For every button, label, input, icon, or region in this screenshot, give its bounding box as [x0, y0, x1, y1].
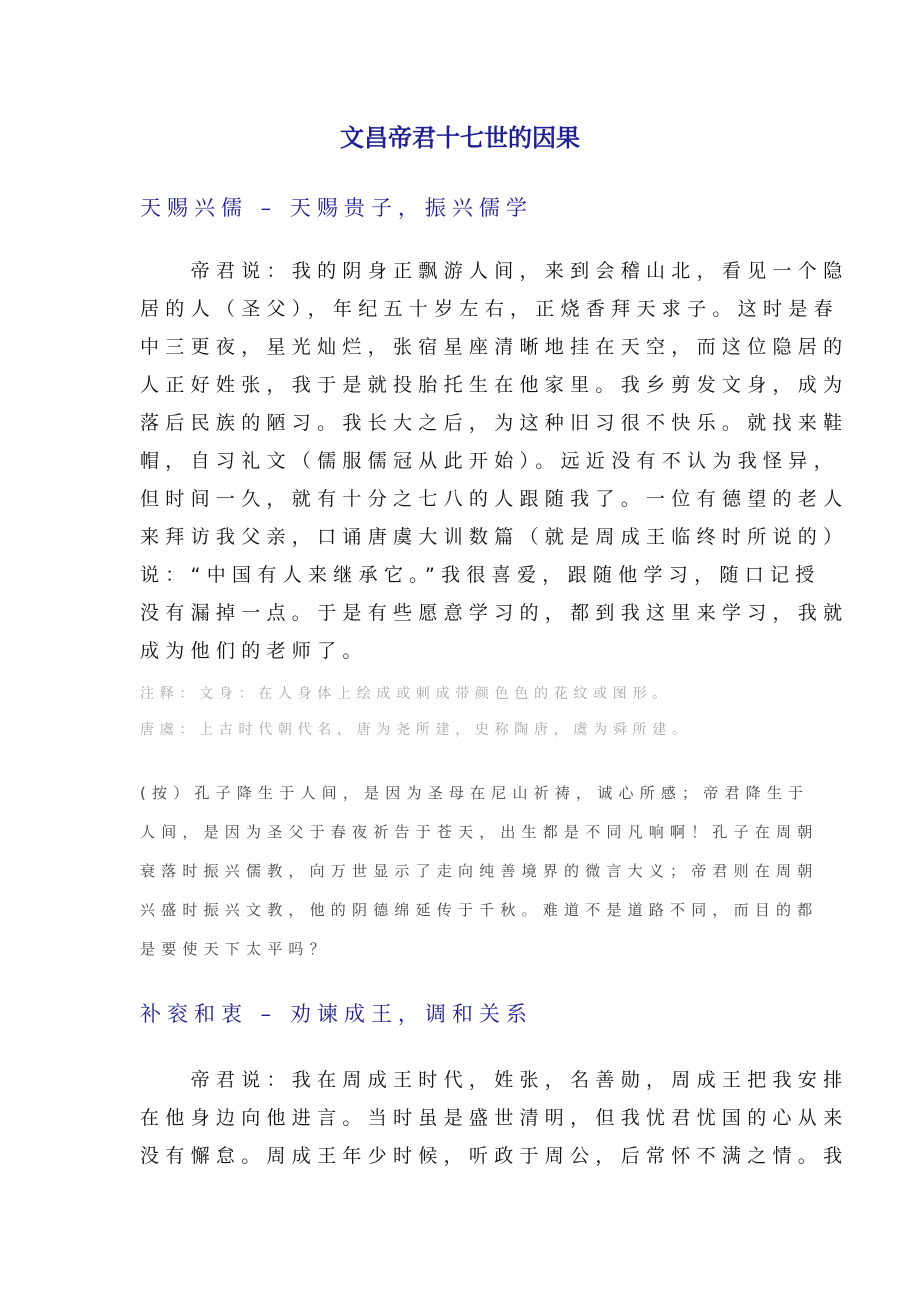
paragraph-line: 人正好姓张，我于是就投胎托生在他家里。我乡剪发文身，成为 [140, 374, 849, 396]
paragraph-line: 说：“中国有人来继承它。”我很喜爱，跟随他学习，随口记授 [140, 564, 821, 586]
section-heading: 天赐兴儒 – 天赐贵子，振兴儒学 [140, 196, 533, 220]
document-title: 文昌帝君十七世的因果 [340, 124, 580, 152]
paragraph-line: 没有懈怠。周成王年少时候，听政于周公，后常怀不满之情。我 [140, 1145, 849, 1167]
annotation-notes [140, 680, 780, 744]
commentary-line: 兴盛时振兴文教，他的阴德绵延传于千秋。难道不是道路不同，而目的都 [140, 901, 819, 919]
note-line: 注释：文身：在人身体上绘成或刺成带颜色色的花纹或图形。 [140, 686, 672, 702]
paragraph-line: 成为他们的老师了。 [140, 640, 368, 662]
section-paragraph [140, 1061, 849, 1175]
note-line: 唐虞：上古时代朝代名，唐为尧所建，史称陶唐，虞为舜所建。 [140, 722, 692, 738]
paragraph-line: 在他身边向他进言。当时虽是盛世清明，但我忧君忧国的心从来 [140, 1107, 849, 1129]
commentary-line: (按）孔子降生于人间，是因为圣母在尼山祈祷，诚心所感；帝君降生于 [140, 784, 810, 802]
commentary-line: 是要使天下太平吗？ [140, 940, 331, 958]
paragraph-line: 帝君说：我的阴身正飘游人间，来到会稽山北，看见一个隐 [140, 260, 849, 282]
section-paragraph [140, 252, 849, 670]
paragraph-line: 居的人（圣父），年纪五十岁左右，正烧香拜天求子。这时是春 [140, 298, 839, 320]
paragraph-line: 没有漏掉一点。于是有些愿意学习的，都到我这里来学习，我就 [140, 602, 849, 624]
commentary-line: 衰落时振兴儒教，向万世显示了走向纯善境界的微言大义；帝君则在周朝 [140, 862, 819, 880]
section-heading: 补衮和衷 – 劝谏成王，调和关系 [140, 1002, 533, 1026]
paragraph-line: 来拜访我父亲，口诵唐虞大训数篇（就是周成王临终时所说的） [140, 526, 849, 548]
commentary-block [140, 774, 819, 969]
paragraph-line: 帝君说：我在周成王时代，姓张，名善勋，周成王把我安排 [140, 1069, 849, 1091]
paragraph-line: 中三更夜，星光灿烂，张宿星座清晰地挂在天空，而这位隐居的 [140, 336, 849, 358]
paragraph-line: 落后民族的陋习。我长大之后，为这种旧习很不快乐。就找来鞋 [140, 412, 849, 434]
paragraph-line: 帽，自习礼文（儒服儒冠从此开始）。远近没有不认为我怪异， [140, 450, 839, 472]
paragraph-line: 但时间一久，就有十分之七八的人跟随我了。一位有德望的老人 [140, 488, 849, 510]
commentary-line: 人间，是因为圣父于春夜祈告于苍天，出生都是不同凡响啊！孔子在周朝 [140, 823, 819, 841]
